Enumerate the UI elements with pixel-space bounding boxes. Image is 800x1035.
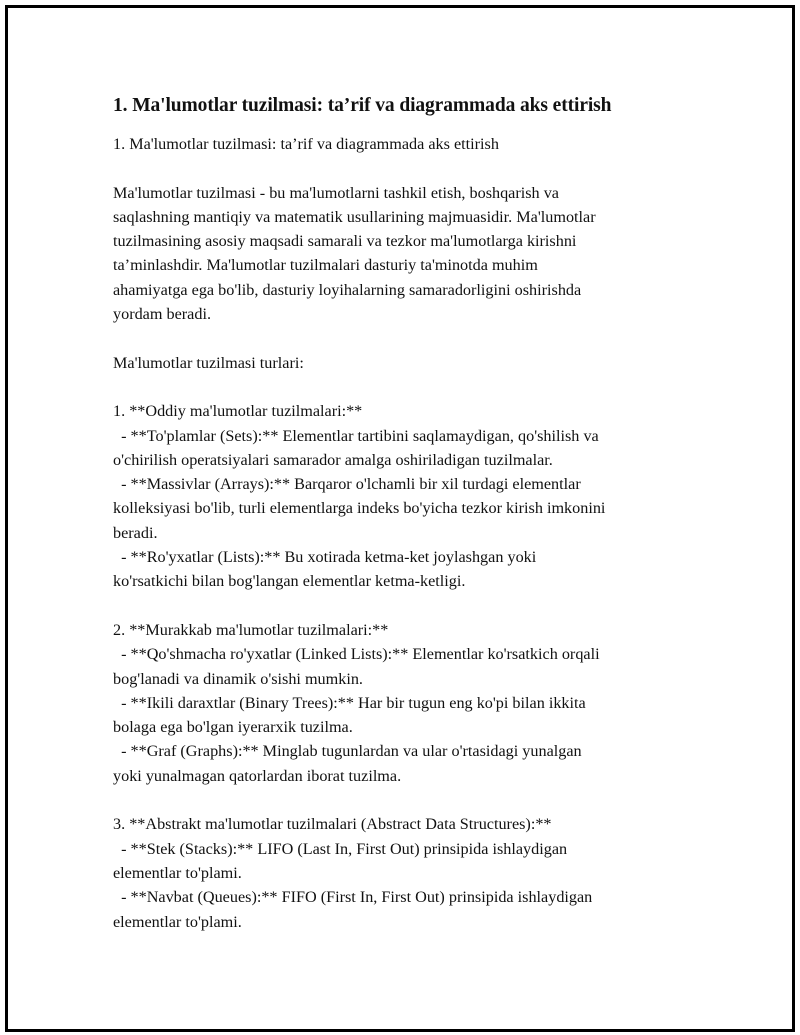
- intro-line: tuzilmasining asosiy maqsadi samarali va tezkor ma'lumotlarga kirishni: [113, 232, 577, 251]
- list-item: [113, 642, 683, 691]
- list-item-line: yoki yunalmagan qatorlardan iborat tuzilma.: [113, 766, 402, 785]
- section-simple-structures: [113, 399, 683, 593]
- list-item-line: - **Massivlar (Arrays):** Barqaror o'lchamli bir xil turdagi elementlar: [113, 475, 581, 494]
- list-item: [113, 545, 683, 594]
- list-item-line: ko'rsatkichi bilan bog'langan elementlar ketma-ketligi.: [113, 572, 466, 591]
- list-item-line: elementlar to'plami.: [113, 912, 242, 931]
- list-item-line: - **Navbat (Queues):** FIFO (First In, First Out) prinsipida ishlaydigan: [113, 888, 593, 907]
- list-item-line: bog'lanadi va dinamik o'sishi mumkin.: [113, 669, 363, 688]
- list-item: [113, 885, 683, 934]
- intro-line: ahamiyatga ega bo'lib, dasturiy loyihalarning samaradorligini oshirishda: [113, 280, 582, 299]
- list-item-line: - **To'plamlar (Sets):** Elementlar tartibini saqlamaydigan, qo'shilish va: [113, 426, 599, 445]
- list-item: [113, 691, 683, 740]
- list-item-line: elementlar to'plami.: [113, 863, 242, 882]
- list-item: [113, 424, 683, 473]
- intro-line: Ma'lumotlar tuzilmasi - bu ma'lumotlarni tashkil etish, boshqarish va: [113, 183, 559, 202]
- subtitle-line: 1. Ma'lumotlar tuzilmasi: ta’rif va diagrammada aks ettirish: [113, 135, 499, 153]
- intro-paragraph: [113, 181, 683, 327]
- document-body: [113, 93, 683, 934]
- intro-line: saqlashning mantiqiy va matematik usullarining majmuasidir. Ma'lumotlar: [113, 207, 596, 226]
- section-abstract-structures: [113, 812, 683, 933]
- list-item-line: beradi.: [113, 523, 158, 542]
- section-complex-structures: [113, 618, 683, 788]
- list-item-line: - **Ikili daraxtlar (Binary Trees):** Har bir tugun eng ko'pi bilan ikkita: [113, 693, 586, 712]
- list-item-line: kolleksiyasi bo'lib, turli elementlarga indeks bo'yicha tezkor kirish imkonini: [113, 499, 606, 518]
- list-item: [113, 739, 683, 788]
- list-item-line: o'chirilish operatsiyalari samarador amalga oshiriladigan tuzilmalar.: [113, 450, 553, 469]
- section-title: 2. **Murakkab ma'lumotlar tuzilmalari:**: [113, 620, 389, 639]
- intro-line: yordam beradi.: [113, 305, 211, 324]
- section-title: 1. **Oddiy ma'lumotlar tuzilmalari:**: [113, 402, 363, 421]
- list-item-line: - **Qo'shmacha ro'yxatlar (Linked Lists):** Elementlar ko'rsatkich orqali: [113, 645, 600, 664]
- intro-line: ta’minlashdir. Ma'lumotlar tuzilmalari dasturiy ta'minotda muhim: [113, 256, 538, 275]
- types-heading: Ma'lumotlar tuzilmasi turlari:: [113, 353, 304, 372]
- list-item-line: - **Ro'yxatlar (Lists):** Bu xotirada ketma-ket joylashgan yoki: [113, 548, 537, 567]
- page-title: 1. Ma'lumotlar tuzilmasi: ta’rif va diagrammada aks ettirish: [113, 95, 612, 116]
- list-item-line: - **Stek (Stacks):** LIFO (Last In, First Out) prinsipida ishlaydigan: [113, 839, 568, 858]
- list-item: [113, 472, 683, 545]
- list-item: [113, 837, 683, 886]
- list-item-line: - **Graf (Graphs):** Minglab tugunlardan va ular o'rtasidagi yunalgan: [113, 742, 582, 761]
- list-item-line: bolaga ega bo'lgan iyerarxik tuzilma.: [113, 718, 353, 737]
- section-title: 3. **Abstrakt ma'lumotlar tuzilmalari (Abstract Data Structures):**: [113, 815, 552, 834]
